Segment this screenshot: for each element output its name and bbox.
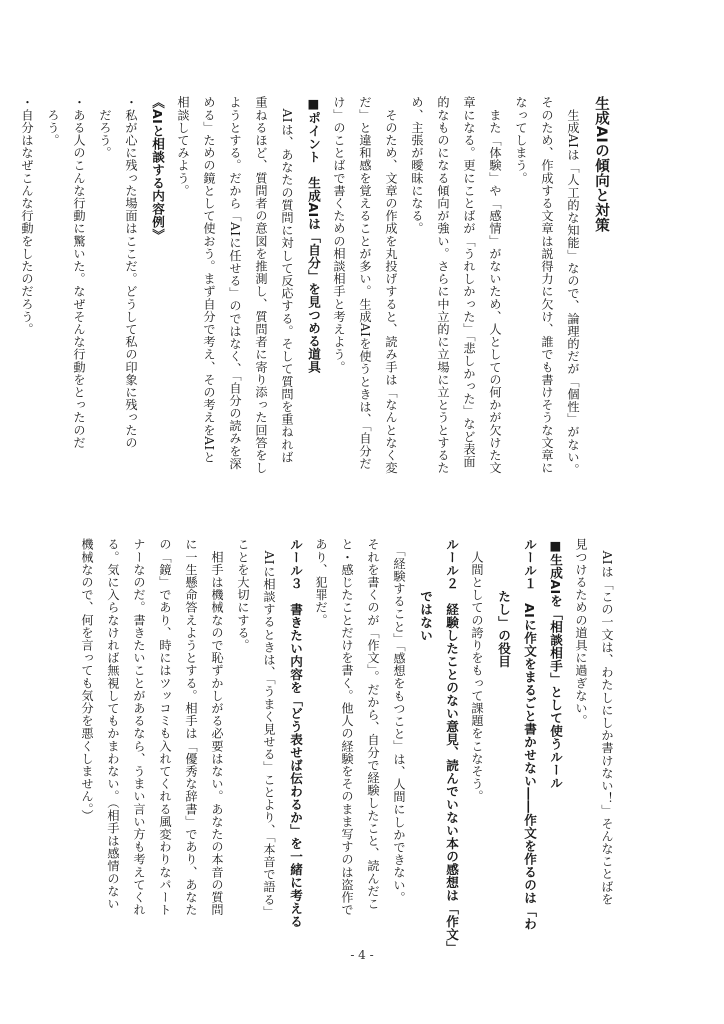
point-heading: ■ポイント 生成AIは「自分」を見つめる道具 — [306, 96, 321, 374]
rules-heading: ■生成AIを「相談相手」として使うルール — [548, 538, 563, 790]
rule3-line: ナーなのだ。書きたいことがあるなら、うまい言い方も考えてくれ — [132, 538, 146, 916]
body-line: 生成AIは「人工的な知能」なので、論理的だが「個性」がない。 — [566, 96, 580, 476]
point-line: める」ための鏡として使おう。まず自分で考え、その考えをAIと — [202, 96, 216, 464]
rule3-line: る。気に入らなければ無視してもかまわない。（相手は感情のない — [106, 538, 120, 910]
upper-text-block — [20, 96, 616, 516]
section-title: 生成AIの傾向と対策 — [593, 96, 609, 233]
rule2-heading: ルール２ 経験したことのない意見、読んでいない本の感想は「作文」 — [444, 538, 459, 954]
rule2-line: 「経験すること」「感想をもつこと」は、人間にしかできない。 — [392, 538, 406, 904]
rule1-heading-cont: たし」の役目 — [496, 538, 511, 668]
rule3-line: に一生懸命答えようとする。相手は「優秀な辞書」であり、あなた — [184, 538, 198, 916]
body-line: そのため、作成する文章は説得力に欠け、誰でも書けそうな文章に — [540, 96, 554, 474]
lower-text-block — [80, 538, 620, 958]
rule3-line: AIに相談するときは、「うまく見せる」ことより、「本音で語る」 — [262, 538, 276, 919]
body-line: け」のことばで書くための相談相手と考えよう。 — [332, 96, 346, 374]
rule1-line: 人間としての誇りをもって課題をこなそう。 — [470, 538, 484, 803]
example-item: だろう。 — [98, 96, 112, 159]
point-line: 相談してみよう。 — [176, 96, 190, 197]
rule2-line: あり、犯罪だ。 — [314, 538, 328, 627]
point-line: AIは、あなたの質問に対して反応する。そして質問を重ねれば — [280, 96, 294, 464]
intro-line: AIは「この一文は、わたしにしか書けない！」そんなことばを — [600, 538, 614, 906]
body-line: 的なものになる傾向が強い。さらに中立的に立場に立とうとするた — [436, 96, 450, 474]
example-heading: 《AIと相談する内容例》 — [150, 96, 165, 242]
rule3-line: ことを大切にする。 — [236, 538, 250, 652]
body-line: なってしまう。 — [514, 96, 528, 185]
example-item: ・自分はなぜこんな行動をしたのだろう。 — [20, 96, 34, 336]
rule2-line: それを書くのが「作文」。だから、自分で経験したこと、読んだこ — [366, 538, 380, 910]
body-line: だ」と違和感を覚えることが多い。生成AIを使うときは、「自分だ — [358, 96, 372, 470]
body-line: また「体験」や「感情」がないため、人としての何かが欠けた文 — [488, 96, 502, 474]
rule1-heading: ルール１ AIに作文をまるごと書かせない――作文を作るのは「わ — [522, 538, 537, 931]
rule3-line: 機械なので、何を言っても気分を悪くしません。） — [80, 538, 94, 822]
rule3-line: の「鏡」であり、時にはツッコミも入れてくれる風変わりなパート — [158, 538, 172, 916]
example-item: ・ある人のこんな行動に驚いた。なぜそんな行動をとったのだ — [72, 96, 86, 449]
rule3-heading: ルール３ 書きたい内容を「どう表せば伝わるか」を一緒に考える — [288, 538, 303, 928]
body-line: 章になる。更にことばが「うれしかった」「悲しかった」など表面 — [462, 96, 476, 468]
point-line: ようとする。だから「AIに任せる」のではなく、「自分の読みを深 — [228, 96, 242, 470]
body-line: そのため、文章の作成を丸投げすると、読み手は「なんとなく変 — [384, 96, 398, 474]
intro-line: 見つけるための道具に過ぎない。 — [574, 538, 588, 727]
rule2-heading-cont: ではない — [418, 538, 433, 642]
example-item: ろう。 — [46, 96, 60, 147]
point-line: 重ねるほど、質問者の意図を推測し、質問者に寄り添った回答をし — [254, 96, 268, 474]
rule2-line: と・感じたことだけを書く。他人の経験をそのまま写すのは盗作で — [340, 538, 354, 916]
example-item: ・私が心に残った場面はここだ。どうして私の印象に残ったの — [124, 96, 138, 449]
rule3-line: 相手は機械なので恥ずかしがる必要はない。あなたの本音の質問 — [210, 538, 224, 916]
body-line: め、主張が曖昧になる。 — [410, 96, 424, 235]
page-number: - 4 - — [350, 948, 374, 962]
